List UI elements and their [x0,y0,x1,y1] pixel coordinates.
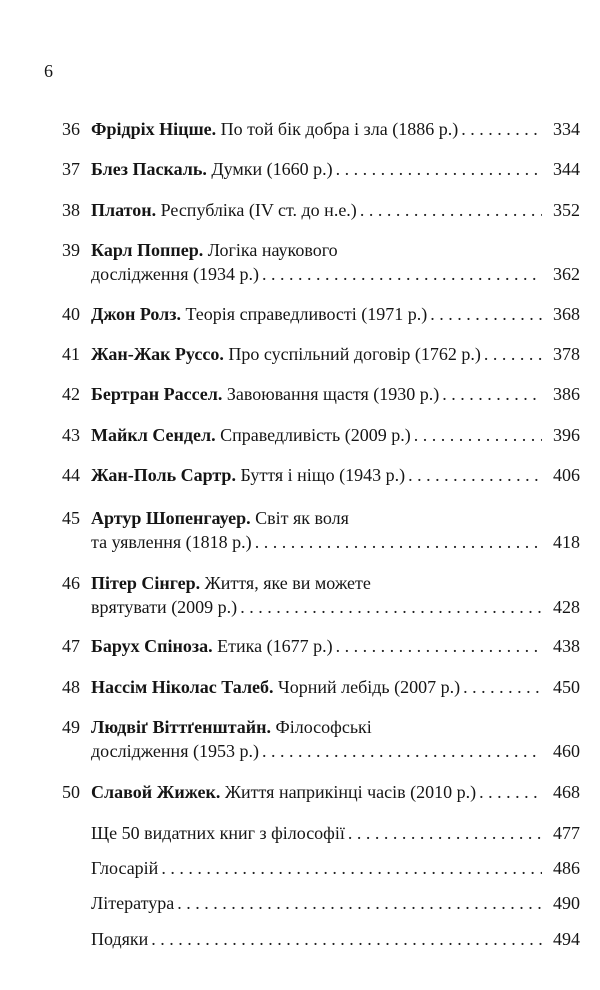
entry-author: Артур Шопенгауер. [91,508,251,528]
dot-leader [336,158,542,180]
entry-page: 468 [553,782,580,802]
entry-title: Чорний лебідь (2007 р.) [273,677,461,697]
entry-author: Жан-Поль Сартр. [91,465,236,485]
entry-author: Майкл Сендел. [91,425,216,445]
dot-leader [255,531,542,553]
entry-title: Теорія справедливості (1971 р.) [181,304,428,324]
entry-page: 352 [553,200,580,220]
entry-number: 37 [62,159,80,179]
entry-page: 438 [553,636,580,656]
dot-leader [161,857,542,879]
entry-number: 46 [62,573,80,593]
entry-page: 396 [553,425,580,445]
entry-page: 418 [553,532,580,552]
entry-page: 428 [553,597,580,617]
dot-leader [262,263,542,285]
entry-page: 460 [553,741,580,761]
entry-number: 42 [62,384,80,404]
appendix-title: Література [91,893,175,913]
entry-number: 36 [62,119,80,139]
entry-number: 48 [62,677,80,697]
entry-number: 50 [62,782,80,802]
entry-title: По той бік добра і зла (1886 р.) [216,119,459,139]
entry-author: Бертран Рассел. [91,384,223,404]
entry-author: Жан-Жак Руссо. [91,344,224,364]
entry-title: Про суспільний договір (1762 р.) [223,344,481,364]
entry-author: Пітер Сінгер. [91,573,201,593]
entry-title: Завоювання щастя (1930 р.) [222,384,440,404]
dot-leader [177,892,542,914]
entry-title: Життя наприкінці часів (2010 р.) [220,782,477,802]
dot-leader [336,635,542,657]
appendix-title: Ще 50 видатних книг з філософії [91,823,345,843]
entry-page: 378 [553,344,580,364]
entry-number: 47 [62,636,80,656]
dot-leader [442,383,542,405]
entry-title: Етика (1677 р.) [212,636,333,656]
entry-page: 334 [553,119,580,139]
entry-author: Барух Спіноза. [91,636,213,656]
entry-author: Джон Ролз. [91,304,181,324]
dot-leader [479,781,542,803]
entry-page: 344 [553,159,580,179]
appendix-page: 494 [553,929,580,949]
entry-page: 406 [553,465,580,485]
entry-page: 450 [553,677,580,697]
entry-number: 41 [62,344,80,364]
entry-title: Життя, яке ви можете [200,573,371,593]
entry-author: Нассім Ніколас Талеб. [91,677,274,697]
entry-title: Справедливість (2009 р.) [215,425,411,445]
dot-leader [463,676,542,698]
page-number: 6 [44,61,53,81]
appendix-title: Подяки [91,929,149,949]
entry-title-continued: врятувати (2009 р.) [91,597,238,617]
entry-title: Республіка (IV ст. до н.е.) [156,200,357,220]
appendix-page: 486 [553,858,580,878]
entry-title: Логіка наукового [203,240,338,260]
entry-title-continued: дослідження (1934 р.) [91,264,259,284]
entry-number: 43 [62,425,80,445]
dot-leader [408,464,542,486]
dot-leader [484,343,542,365]
entry-number: 39 [62,240,80,260]
dot-leader [151,928,542,950]
entry-page: 362 [553,264,580,284]
entry-number: 44 [62,465,80,485]
appendix-page: 477 [553,823,580,843]
entry-author: Фрідріх Ніцше. [91,119,217,139]
entry-author: Славой Жижек. [91,782,221,802]
entry-number: 45 [62,508,80,528]
entry-title: Думки (1660 р.) [206,159,333,179]
dot-leader [240,596,542,618]
entry-number: 40 [62,304,80,324]
dot-leader [414,424,542,446]
entry-title: Буття і ніщо (1943 р.) [235,465,406,485]
entry-title: Філософські [271,717,372,737]
appendix-page: 490 [553,893,580,913]
entry-page: 368 [553,304,580,324]
dot-leader [461,118,542,140]
dot-leader [262,740,542,762]
entry-title-continued: та уявлення (1818 р.) [91,532,252,552]
entry-number: 38 [62,200,80,220]
dot-leader [430,303,542,325]
entry-author: Блез Паскаль. [91,159,207,179]
entry-title: Світ як воля [250,508,349,528]
entry-author: Людвіґ Віттґенштайн. [91,717,272,737]
dot-leader [348,822,542,844]
entry-author: Платон. [91,200,157,220]
entry-page: 386 [553,384,580,404]
dot-leader [360,199,542,221]
entry-number: 49 [62,717,80,737]
entry-author: Карл Поппер. [91,240,204,260]
entry-title-continued: дослідження (1953 р.) [91,741,259,761]
appendix-title: Глосарій [91,858,159,878]
